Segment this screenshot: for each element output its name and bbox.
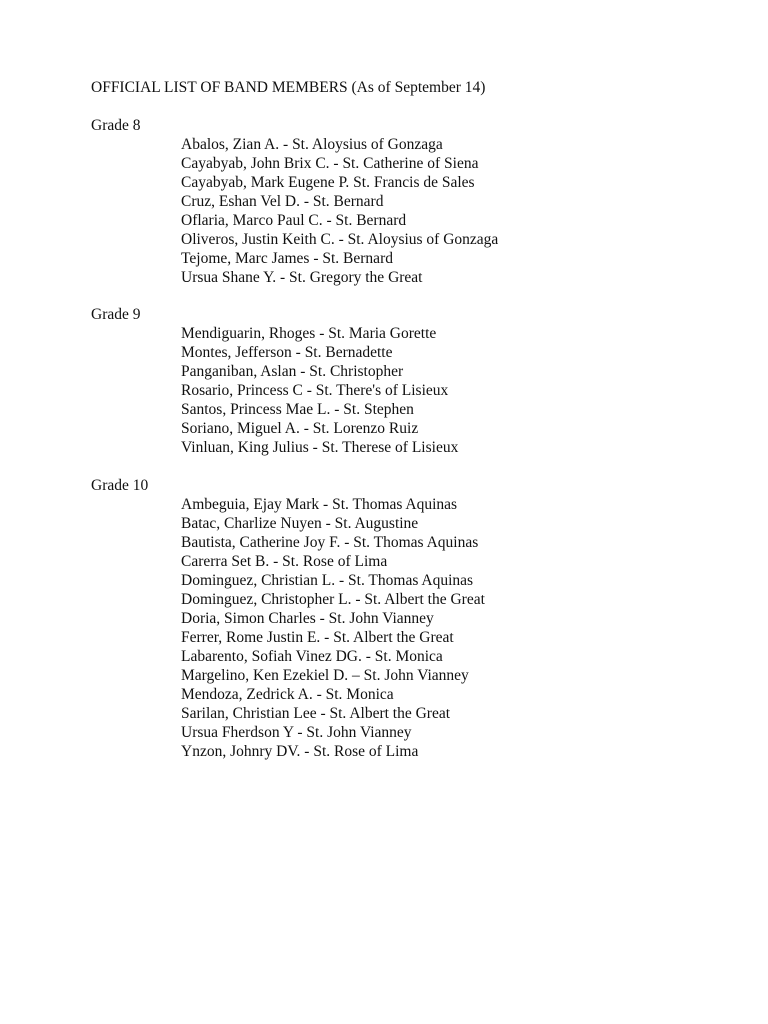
member-entry: Sarilan, Christian Lee - St. Albert the Great	[181, 705, 451, 722]
member-entry: Doria, Simon Charles - St. John Vianney	[181, 610, 434, 627]
member-entry: Cruz, Eshan Vel D. - St. Bernard	[181, 193, 384, 210]
member-entry: Ursua Fherdson Y - St. John Vianney	[181, 724, 412, 741]
member-entry: Bautista, Catherine Joy F. - St. Thomas Aquinas	[181, 534, 479, 551]
document-title: OFFICIAL LIST OF BAND MEMBERS (As of September 14)	[91, 79, 486, 96]
member-entry: Vinluan, King Julius - St. Therese of Lisieux	[181, 439, 459, 456]
member-entry: Abalos, Zian A. - St. Aloysius of Gonzaga	[181, 136, 443, 153]
member-entry: Ferrer, Rome Justin E. - St. Albert the Great	[181, 629, 454, 646]
member-entry: Ambeguia, Ejay Mark - St. Thomas Aquinas	[181, 496, 458, 513]
member-entry: Mendoza, Zedrick A. - St. Monica	[181, 686, 394, 703]
member-entry: Panganiban, Aslan - St. Christopher	[181, 363, 404, 380]
member-entry: Mendiguarin, Rhoges - St. Maria Gorette	[181, 325, 437, 342]
member-entry: Cayabyab, Mark Eugene P. St. Francis de Sales	[181, 174, 475, 191]
member-entry: Oflaria, Marco Paul C. - St. Bernard	[181, 212, 407, 229]
member-entry: Dominguez, Christopher L. - St. Albert the Great	[181, 591, 485, 608]
member-entry: Santos, Princess Mae L. - St. Stephen	[181, 401, 414, 418]
member-entry: Carerra Set B. - St. Rose of Lima	[181, 553, 388, 570]
member-entry: Labarento, Sofiah Vinez DG. - St. Monica	[181, 648, 443, 665]
grade-heading: Grade 9	[91, 306, 141, 323]
member-entry: Cayabyab, John Brix C. - St. Catherine of Siena	[181, 155, 479, 172]
grade-heading: Grade 10	[91, 477, 149, 494]
member-entry: Oliveros, Justin Keith C. - St. Aloysius of Gonzaga	[181, 231, 499, 248]
member-entry: Soriano, Miguel A. - St. Lorenzo Ruiz	[181, 420, 419, 437]
member-entry: Ynzon, Johnry DV. - St. Rose of Lima	[181, 743, 419, 760]
member-entry: Montes, Jefferson - St. Bernadette	[181, 344, 393, 361]
member-entry: Batac, Charlize Nuyen - St. Augustine	[181, 515, 419, 532]
member-entry: Margelino, Ken Ezekiel D. – St. John Vianney	[181, 667, 469, 684]
member-entry: Ursua Shane Y. - St. Gregory the Great	[181, 269, 423, 286]
member-entry: Rosario, Princess C - St. There's of Lisieux	[181, 382, 449, 399]
member-entry: Dominguez, Christian L. - St. Thomas Aquinas	[181, 572, 474, 589]
member-entry: Tejome, Marc James - St. Bernard	[181, 250, 393, 267]
grade-heading: Grade 8	[91, 117, 141, 134]
